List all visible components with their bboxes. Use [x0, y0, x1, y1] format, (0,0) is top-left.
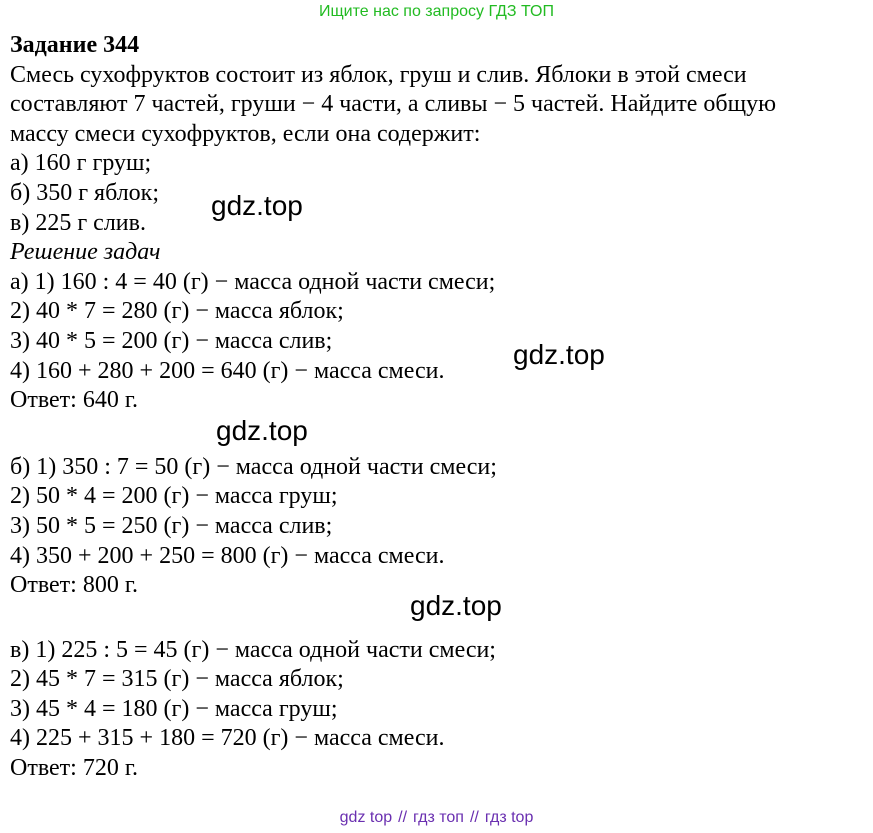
solution-b-step: 2) 50 * 4 = 200 (г) − масса груш; — [10, 483, 338, 510]
watermark: gdz.top — [410, 590, 502, 621]
solution-b-step: 4) 350 + 200 + 250 = 800 (г) − масса смеси. — [10, 542, 445, 569]
task-item-a: а) 160 г груш; — [10, 150, 152, 177]
footer-link[interactable]: гдз топ — [413, 809, 464, 826]
task-item-b: б) 350 г яблок; — [10, 179, 160, 206]
solution-c-step: 4) 225 + 315 + 180 = 720 (г) − масса смеси. — [10, 725, 445, 752]
footer-separator: // — [398, 809, 408, 826]
task-title: Задание 344 — [10, 32, 140, 58]
watermark: gdz.top — [513, 339, 605, 370]
solution-b-step: 3) 50 * 5 = 250 (г) − масса слив; — [10, 512, 333, 539]
solution-heading: Решение задач — [10, 239, 161, 266]
solution-a-step: 3) 40 * 5 = 200 (г) − масса слив; — [10, 327, 333, 354]
solution-c-answer: Ответ: 720 г. — [10, 755, 138, 782]
watermark: gdz.top — [211, 190, 303, 221]
solution-c-step: 3) 45 * 4 = 180 (г) − масса груш; — [10, 695, 338, 722]
solution-a-answer: Ответ: 640 г. — [10, 387, 138, 414]
task-item-c: в) 225 г слив. — [10, 209, 146, 236]
solution-b-step: б) 1) 350 : 7 = 50 (г) − масса одной части смеси; — [10, 453, 497, 480]
solution-b-answer: Ответ: 800 г. — [10, 572, 138, 599]
solution-a-step: 4) 160 + 280 + 200 = 640 (г) − масса смеси. — [10, 357, 445, 384]
solution-c-step: в) 1) 225 : 5 = 45 (г) − масса одной части смеси; — [10, 636, 496, 663]
footer-links — [0, 807, 873, 829]
top-banner[interactable]: Ищите нас по запросу ГДЗ ТОП — [319, 3, 554, 20]
document-body — [10, 31, 870, 784]
solution-a-step: а) 1) 160 : 4 = 40 (г) − масса одной части смеси; — [10, 268, 496, 295]
footer-link[interactable]: гдз top — [484, 809, 534, 826]
watermark: gdz.top — [216, 415, 308, 446]
solution-c-step: 2) 45 * 7 = 315 (г) − масса яблок; — [10, 666, 344, 693]
footer-link[interactable]: gdz top — [339, 809, 393, 826]
task-statement-line: массу смеси сухофруктов, если она содержит: — [10, 120, 481, 147]
section-gap — [10, 416, 870, 453]
solution-a-step: 2) 40 * 7 = 280 (г) − масса яблок; — [10, 298, 344, 325]
footer-separator: // — [469, 809, 479, 826]
task-statement-line: составляют 7 частей, груши − 4 части, а сливы − 5 частей. Найдите общую — [10, 91, 777, 118]
task-statement-line: Смесь сухофруктов состоит из яблок, груш и слив. Яблоки в этой смеси — [10, 61, 747, 88]
